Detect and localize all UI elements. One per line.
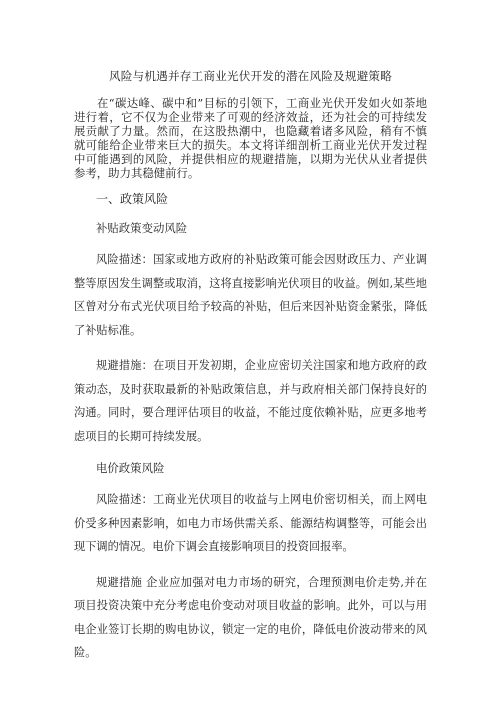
subsidy-avoidance-measures: 规避措施：在项目开发初期，企业应密切关注国家和地方政府的政策动态，及时获取最新的补贴政策信息，并与政府相关部门保持良好的沟通。同时，要合理评估项目的收益，不能过度依赖补贴，应更多地考虑项目的长期可持续发展。 — [74, 359, 427, 443]
subsidy-risk-description: 风险描述：国家或地方政府的补贴政策可能会因财政压力、产业调整等原因发生调整或取消，这将直接影响光伏项目的收益。例如,某些地区曾对分布式光伏项目给予较高的补贴，但后来因补贴资金紧张，降低了补贴标准。 — [74, 253, 427, 337]
intro-paragraph: 在“碳达峰、碳中和”目标的引领下，工商业光伏开发如火如荼地进行着，它不仅为企业带来了可观的经济效益，还为社会的可持续发展贡献了力量。然而，在这股热潮中，也隐藏着诸多风险，稍有不慎就可能给企业带来巨大的损失。本文将详细剖析工商业光伏开发过程中可能遇到的风险，并提供相应的规避措施，以期为光伏从业者提供参考，助力其稳健前行。 — [74, 96, 427, 180]
subsection-heading-subsidy-policy: 补贴政策变动风险 — [96, 221, 188, 235]
document-title: 风险与机遇并存工商业光伏开发的潜在风险及规避策略 — [108, 69, 393, 83]
electricity-price-avoidance-measures: 规避措施 企业应加强对电力市场的研究，合理预测电价走势,并在项目投资决策中充分考虑电价变动对项目收益的影响。此外，可以与用电企业签订长期的购电协议，锁定一定的电价，降低电价波动带来的风险。 — [74, 575, 427, 659]
section-heading-policy-risk: 一、政策风险 — [96, 192, 169, 206]
electricity-price-risk-description: 风险描述：工商业光伏项目的收益与上网电价密切相关，而上网电价受多种因素影响，如电力市场供需关系、能源结构调整等，可能会出现下调的情况。电价下调会直接影响项目的投资回报率。 — [74, 493, 427, 553]
subsection-heading-electricity-price-policy: 电价政策风险 — [96, 461, 165, 475]
